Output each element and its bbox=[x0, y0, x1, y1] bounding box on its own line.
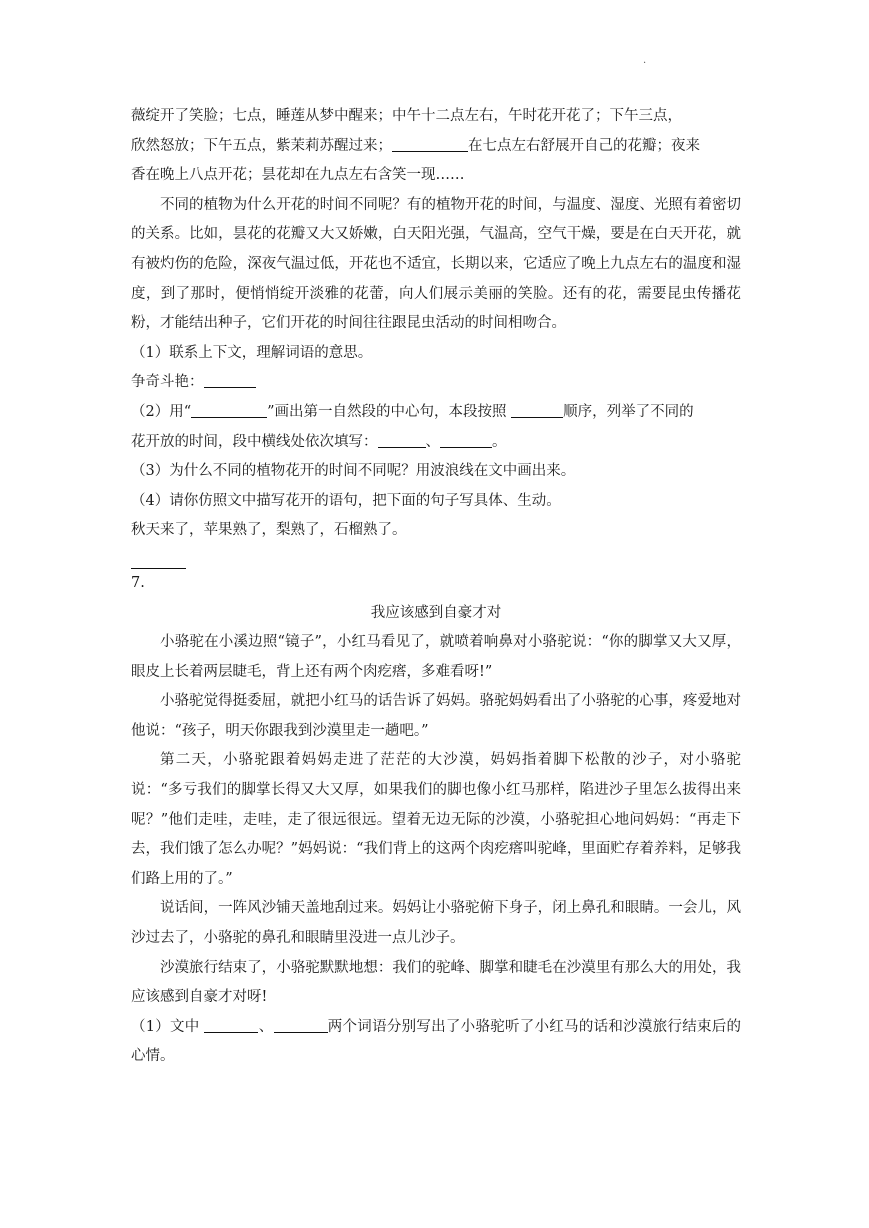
q7-1-sep: 、 bbox=[258, 1018, 274, 1035]
answer-line-container bbox=[131, 546, 741, 569]
q2-text-b: ”画出第一自然段的中心句，本段按照 bbox=[267, 403, 512, 420]
passage6-line-2b: 在七点左右舒展开自己的花瓣；夜来 bbox=[468, 137, 700, 154]
answer-blank[interactable] bbox=[204, 373, 256, 389]
page-mark: . bbox=[643, 55, 647, 66]
passage7-paragraph-5: 沙漠旅行结束了，小骆驼默默地想：我们的驼峰、脚掌和睫毛在沙漠里有那么大的用处，我应该感到自豪才对呀! bbox=[131, 959, 741, 1006]
fill-blank[interactable] bbox=[392, 136, 468, 152]
question-6-1: （1）联系上下文，理解词语的意思。 bbox=[131, 344, 373, 361]
passage7-paragraph-2: 小骆驼觉得挺委屈，就把小红马的话告诉了妈妈。骆驼妈妈看出了小骆驼的心事，疼爱地对他说：“孩子，明天你跟我到沙漠里走一趟吧。” bbox=[131, 693, 741, 739]
q2-text-c: 顺序，列举了不同的 bbox=[563, 403, 694, 420]
answer-blank[interactable] bbox=[274, 1017, 328, 1033]
q2-text-d: 花开放的时间，段中横线处依次填写： bbox=[131, 433, 378, 450]
q7-1-text-b: 两个词语分别写出了小骆驼听了小红马的话和沙漠旅行结束后的心情。 bbox=[131, 1018, 742, 1065]
passage7-paragraph-1: 小骆驼在小溪边照“镜子”，小红马看见了，就喷着响鼻对小骆驼说：“你的脚掌又大又厚，眼皮上长着两层睫毛，背上还有两个肉疙瘩，多难看呀!” bbox=[131, 634, 741, 680]
q2-sep: 、 bbox=[425, 433, 440, 450]
passage6-line-3: 香在晚上八点开花；昙花却在九点左右含笑一现…… bbox=[131, 167, 465, 184]
passage7-paragraph-4: 说话间，一阵风沙铺天盖地刮过来。妈妈让小骆驼俯下身子，闭上鼻孔和眼睛。一会儿，风沙过去了，小骆驼的鼻孔和眼睛里没进一点儿沙子。 bbox=[131, 900, 741, 947]
passage6-paragraph-1 bbox=[131, 102, 741, 191]
passage6-line-2a: 欣然怒放；下午五点，紫茉莉苏醒过来； bbox=[131, 137, 392, 154]
answer-line[interactable] bbox=[131, 546, 186, 569]
answer-blank[interactable] bbox=[378, 432, 426, 448]
passage6-paragraph-2: 不同的植物为什么开花的时间不同呢？有的植物开花的时间，与温度、湿度、光照有着密切的关系。比如，昙花的花瓣又大又娇嫩，白天阳光强，气温高，空气干燥，要是在白天开花，就有被灼伤的危险，深夜气温过低，开花也不适宜，长期以来，它适应了晚上九点左右的温度和湿度，到了那时，便悄悄绽开淡雅的花蕾，向人们展示美丽的笑脸。还有的花，需要昆虫传播花粉，才能结出种子，它们开花的时间往往跟昆虫活动的时间相吻合。 bbox=[131, 196, 741, 332]
q2-end: 。 bbox=[492, 433, 507, 450]
passage7-paragraph-3: 第二天，小骆驼跟着妈妈走进了茫茫的大沙漠，妈妈指着脚下松散的沙子，对小骆驼说：“多亏我们的脚掌长得又大又厚，如果我们的脚也像小红马那样，陷进沙子里怎么拔得出来呢？”他们走哇，走哇，走了很远很远。望着无边无际的沙漠，小骆驼担心地问妈妈：“再走下去，我们饿了怎么办呢？”妈妈说：“我们背上的这两个肉疙瘩叫驼峰，里面贮存着养料，足够我们路上用的了。” bbox=[131, 752, 741, 887]
question-6-4-sentence: 秋天来了，苹果熟了，梨熟了，石榴熟了。 bbox=[131, 522, 407, 539]
answer-blank[interactable] bbox=[191, 402, 267, 418]
question-6-3: （3）为什么不同的植物花开的时间不同呢？用波浪线在文中画出来。 bbox=[131, 463, 576, 480]
answer-blank[interactable] bbox=[440, 432, 492, 448]
passage7-title: 我应该感到自豪才对 bbox=[370, 604, 502, 621]
answer-blank[interactable] bbox=[204, 1017, 258, 1033]
q2-text-a: （2）用“ bbox=[131, 403, 192, 420]
document-page bbox=[131, 102, 741, 1072]
word-label: 争奇斗艳： bbox=[131, 374, 204, 391]
q7-1-text-a: （1）文中 bbox=[131, 1018, 205, 1035]
question-6-1-word bbox=[131, 368, 741, 398]
answer-blank[interactable] bbox=[511, 402, 563, 418]
passage6-line-1: 薇绽开了笑脸；七点，睡莲从梦中醒来；中午十二点左右，午时花开花了；下午三点， bbox=[131, 108, 682, 124]
question-6-2 bbox=[131, 398, 741, 457]
question-6-4: （4）请你仿照文中描写花开的语句，把下面的句子写具体、生动。 bbox=[131, 492, 561, 509]
question-7-number: 7. bbox=[131, 574, 145, 591]
question-7-1 bbox=[131, 1013, 741, 1072]
